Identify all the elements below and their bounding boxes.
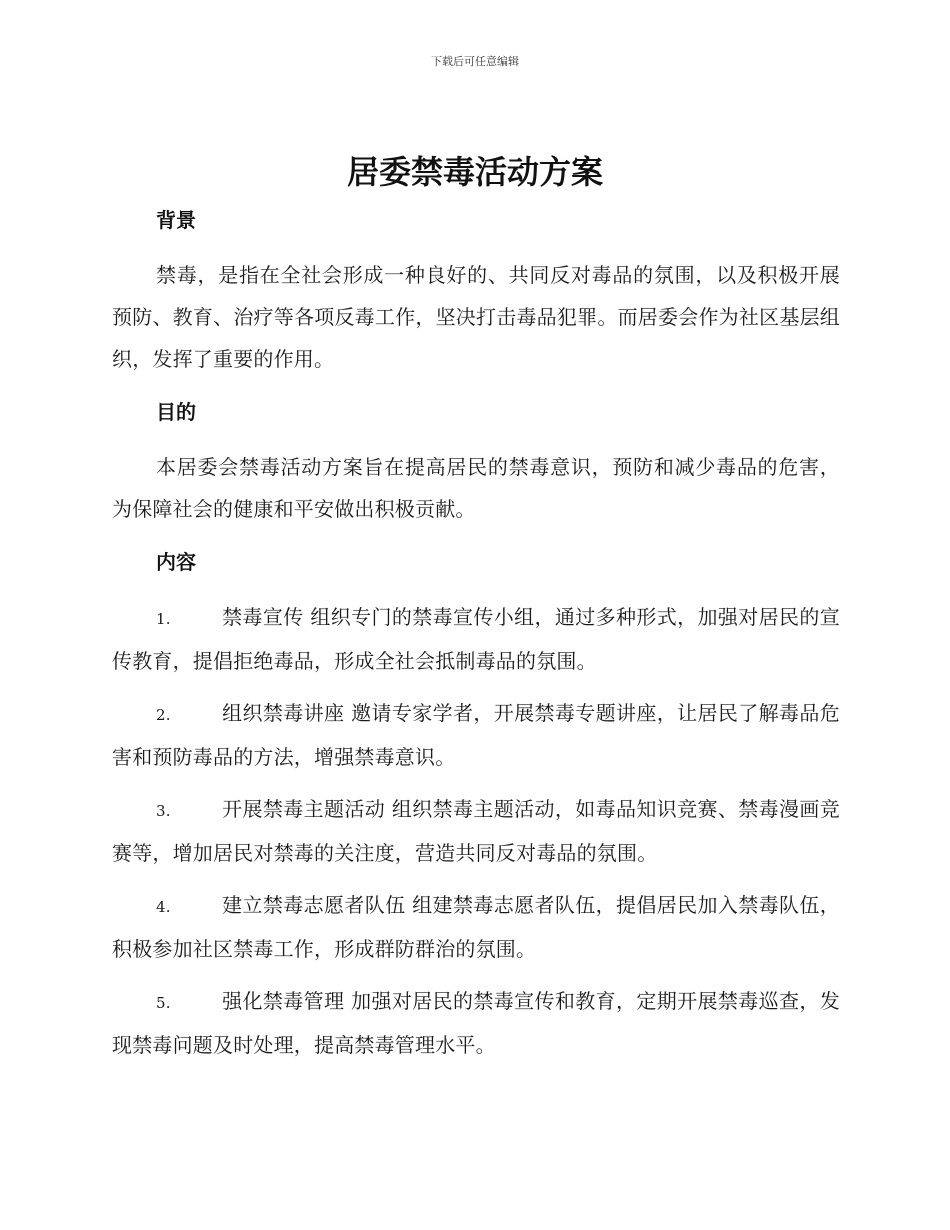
- list-item-number: 5.: [156, 994, 171, 1012]
- list-item-number: 3.: [156, 802, 171, 820]
- content-list: [112, 596, 840, 1066]
- list-item: [112, 884, 840, 970]
- list-item-number: 1.: [156, 610, 171, 628]
- list-item-text: 组织禁毒讲座 邀请专家学者，开展禁毒专题讲座，让居民了解毒品危害和预防毒品的方法，增强禁毒意识。: [112, 701, 840, 769]
- list-item: [112, 980, 840, 1066]
- list-item: [112, 596, 840, 682]
- document-body: [112, 202, 840, 1076]
- list-item-number: 4.: [156, 898, 171, 916]
- list-item-text: 建立禁毒志愿者队伍 组建禁毒志愿者队伍，提倡居民加入禁毒队伍，积极参加社区禁毒工作，形成群防群治的氛围。: [112, 893, 840, 961]
- section-heading-purpose: 目的: [156, 400, 196, 424]
- paragraph-purpose: 本居委会禁毒活动方案旨在提高居民的禁毒意识，预防和减少毒品的危害，为保障社会的健康和平安做出积极贡献。: [112, 455, 840, 521]
- page-header: 下载后可任意编辑: [431, 55, 519, 68]
- list-item-number: 2.: [156, 706, 171, 724]
- section-heading-background: 背景: [156, 208, 196, 232]
- list-item: [112, 692, 840, 778]
- paragraph-background: 禁毒，是指在全社会形成一种良好的、共同反对毒品的氛围，以及积极开展预防、教育、治疗等各项反毒工作，坚决打击毒品犯罪。而居委会作为社区基层组织，发挥了重要的作用。: [112, 263, 840, 371]
- list-item: [112, 788, 840, 874]
- list-item-text: 强化禁毒管理 加强对居民的禁毒宣传和教育，定期开展禁毒巡查，发现禁毒问题及时处理，提高禁毒管理水平。: [112, 989, 840, 1057]
- document-title: 居委禁毒活动方案: [346, 153, 603, 191]
- section-heading-content: 内容: [156, 550, 196, 574]
- list-item-text: 禁毒宣传 组织专门的禁毒宣传小组，通过多种形式，加强对居民的宣传教育，提倡拒绝毒品，形成全社会抵制毒品的氛围。: [112, 605, 840, 673]
- list-item-text: 开展禁毒主题活动 组织禁毒主题活动，如毒品知识竞赛、禁毒漫画竞赛等，增加居民对禁毒的关注度，营造共同反对毒品的氛围。: [112, 797, 840, 865]
